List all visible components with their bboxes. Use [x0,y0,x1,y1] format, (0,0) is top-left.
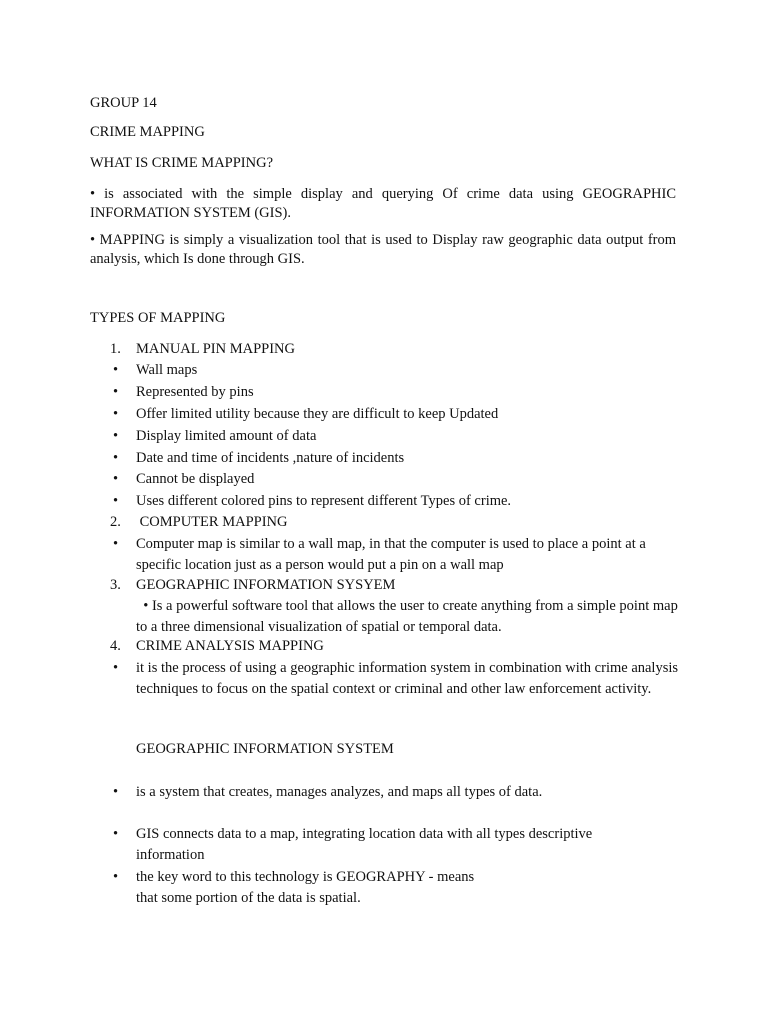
bullet-icon: • [113,384,119,400]
section-question: WHAT IS CRIME MAPPING? [90,155,274,171]
bullet-icon: • [113,471,119,487]
bullet-icon: • [113,428,119,444]
intro-paragraph-1: • is associated with the simple display and querying Of crime data using GEOGRAPHIC INFORMATION SYSTEM (GIS). [90,186,676,221]
bullet-icon: • [113,493,119,509]
list-number: 4. [110,638,121,654]
list-item: Uses different colored pins to represent different Types of crime. [136,493,512,509]
types-heading: TYPES OF MAPPING [90,310,226,326]
bullet-icon: • [113,406,119,422]
list-item-continuation: that some portion of the data is spatial. [136,890,361,906]
list-item: Wall maps [136,362,198,378]
bullet-icon: • [113,450,119,466]
gis-description: • Is a powerful software tool that allows the user to create anything from a simple point map to a three dimensional visualization of spatial or temporal data. [136,598,682,635]
list-item: Date and time of incidents ,nature of incidents [136,450,405,466]
list-item: is a system that creates, manages analyzes, and maps all types of data. [136,784,543,800]
type-title-crime-analysis-mapping: CRIME ANALYSIS MAPPING [136,638,324,654]
type-title-gis: GEOGRAPHIC INFORMATION SYSYEM [136,577,396,593]
bullet-icon: • [113,869,119,885]
list-item: the key word to this technology is GEOGRAPHY - means [136,869,475,885]
type-title-computer-mapping: COMPUTER MAPPING [136,514,288,530]
list-item: Offer limited utility because they are difficult to keep Updated [136,406,499,422]
list-item: Cannot be displayed [136,471,255,487]
type-title-manual-pin-mapping: MANUAL PIN MAPPING [136,341,295,357]
document-title: CRIME MAPPING [90,124,205,140]
list-item: Display limited amount of data [136,428,317,444]
list-number: 2. [110,514,121,530]
bullet-icon: • [113,362,119,378]
bullet-icon: • [113,660,119,676]
gis-heading: GEOGRAPHIC INFORMATION SYSTEM [136,741,394,757]
list-item: it is the process of using a geographic information system in combination with crime analysis techniques to focus on the spatial context or criminal and other law enforcement activity. [136,660,679,697]
list-item: GIS connects data to a map, integrating location data with all types descriptive information [136,826,593,863]
intro-paragraph-2: • MAPPING is simply a visualization tool that is used to Display raw geographic data output from analysis, which Is done through GIS. [90,232,676,267]
group-label: GROUP 14 [90,95,157,111]
bullet-icon: • [113,784,119,800]
bullet-icon: • [113,536,119,552]
list-item: Computer map is similar to a wall map, in that the computer is used to place a point at a specific location just as a person would put a pin on a wall map [136,536,646,573]
list-number: 1. [110,341,121,357]
bullet-icon: • [113,826,119,842]
list-number: 3. [110,577,121,593]
list-item: Represented by pins [136,384,254,400]
